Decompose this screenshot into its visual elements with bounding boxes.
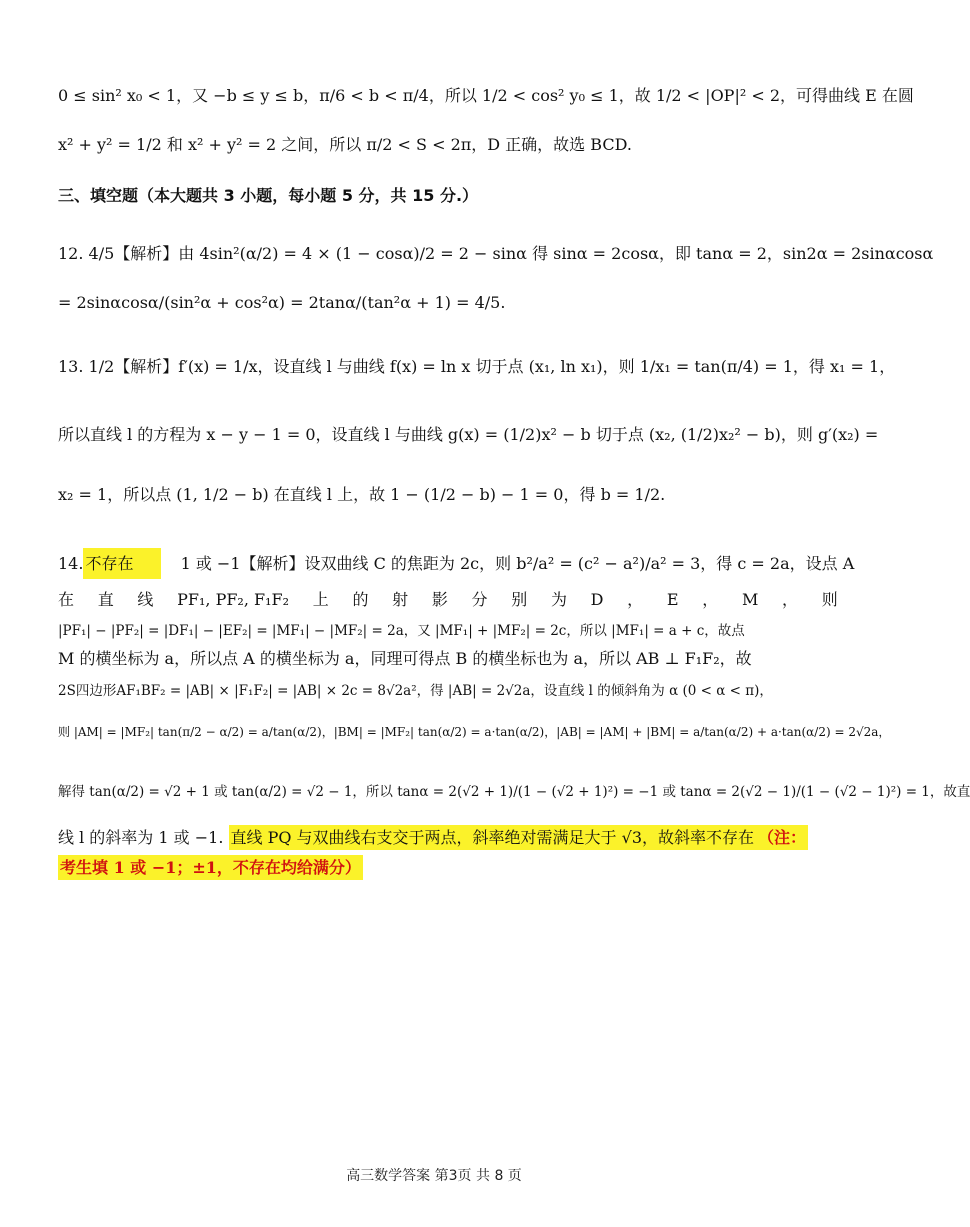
grading-note-line [58,858,838,877]
question-number: 14. [58,554,84,573]
q14-text: 线 l 的斜率为 1 或 −1. [58,828,224,847]
word: 则 [821,590,838,609]
word: 直 [97,590,114,609]
q14-line: |PF₁| − |PF₂| = |DF₁| − |EF₂| = |MF₁| − |MF₂| = 2a，又 |MF₁| + |MF₂| = 2c，所以 |MF₁| = a + c，故点 [58,623,745,639]
word: 别 [511,590,528,609]
word: ， [782,590,799,609]
word: ， [627,590,644,609]
word: M [741,590,759,609]
word: 分 [471,590,488,609]
q14-line: 解得 tan(α/2) = √2 + 1 或 tan(α/2) = √2 − 1，所以 tanα = 2(√2 + 1)/(1 − (√2 + 1)²) = −1 或 tanα = 2(√2 − 1)/(1 − (√2 − 1)²) = 1，故直 [58,784,970,800]
q13-line: 所以直线 l 的方程为 x − y − 1 = 0，设直线 l 与曲线 g(x) = (1/2)x² − b 切于点 (x₂, (1/2)x₂² − b)，则 g′(x₂) = [58,425,879,444]
q13-line: 13. 1/2【解析】f′(x) = 1/x，设直线 l 与曲线 f(x) = ln x 切于点 (x₁, ln x₁)，则 1/x₁ = tan(π/4) = 1，得 x₁ = 1， [58,357,896,376]
q14-text: 1 或 −1【解析】设双曲线 C 的焦距为 2c，则 b²/a² = (c² − a²)/a² = 3，得 c = 2a，设点 A [180,554,855,573]
word: D [590,590,604,609]
text-line: 0 ≤ sin² x₀ < 1，又 −b ≤ y ≤ b，π/6 < b < π/4，所以 1/2 < cos² y₀ ≤ 1，故 1/2 < |OP|² < 2，可得曲线 E 在圆 [58,86,914,105]
grading-note: 考生填 1 或 −1；±1，不存在均给满分） [58,855,363,880]
grading-note-open: （注： [756,825,808,850]
word: 线 [137,590,154,609]
q14-spread-line [58,590,838,609]
q14-last-line [58,828,838,847]
word: 的 [352,590,369,609]
word: 上 [312,590,329,609]
word: 在 [58,590,75,609]
q12-line: = 2sinαcosα/(sin²α + cos²α) = 2tanα/(tan²α + 1) = 4/5. [58,293,506,312]
word: 影 [431,590,448,609]
word: E [666,590,679,609]
q14-line: 2S四边形AF₁BF₂ = |AB| × |F₁F₂| = |AB| × 2c = 8√2a²，得 |AB| = 2√2a，设直线 l 的倾斜角为 α (0 < α < π)， [58,683,773,699]
q14-line: 则 |AM| = |MF₂| tan(π/2 − α/2) = a/tan(α/2)，|BM| = |MF₂| tan(α/2) = a·tan(α/2)，|AB| = |AM| + |BM| = a/tan(α/2) + a·tan(α/2) = 2√2a， [58,725,891,739]
word: 射 [392,590,409,609]
answer-highlight: 不存在 [83,548,161,579]
word: PF₁, PF₂, F₁F₂ [177,590,290,609]
section-heading: 三、填空题（本大题共 3 小题，每小题 5 分，共 15 分.） [58,186,479,205]
q12-line: 12. 4/5【解析】由 4sin²(α/2) = 4 × (1 − cosα)/2 = 2 − sinα 得 sinα = 2cosα，即 tanα = 2，sin2α = 2sinαcosα [58,244,934,263]
q14-first-line [58,548,855,579]
word: ， [702,590,719,609]
word: 为 [550,590,567,609]
page-footer: 高三数学答案 第3页 共 8 页 [346,1168,522,1184]
note-highlight: 直线 PQ 与双曲线右支交于两点，斜率绝对需满足大于 √3，故斜率不存在 [229,825,757,850]
text-line: x² + y² = 1/2 和 x² + y² = 2 之间，所以 π/2 < S < 2π，D 正确，故选 BCD. [58,135,632,154]
q13-line: x₂ = 1，所以点 (1, 1/2 − b) 在直线 l 上，故 1 − (1/2 − b) − 1 = 0，得 b = 1/2. [58,485,666,504]
q14-line: M 的横坐标为 a，所以点 A 的横坐标为 a，同理可得点 B 的横坐标也为 a，所以 AB ⊥ F₁F₂，故 [58,649,752,668]
